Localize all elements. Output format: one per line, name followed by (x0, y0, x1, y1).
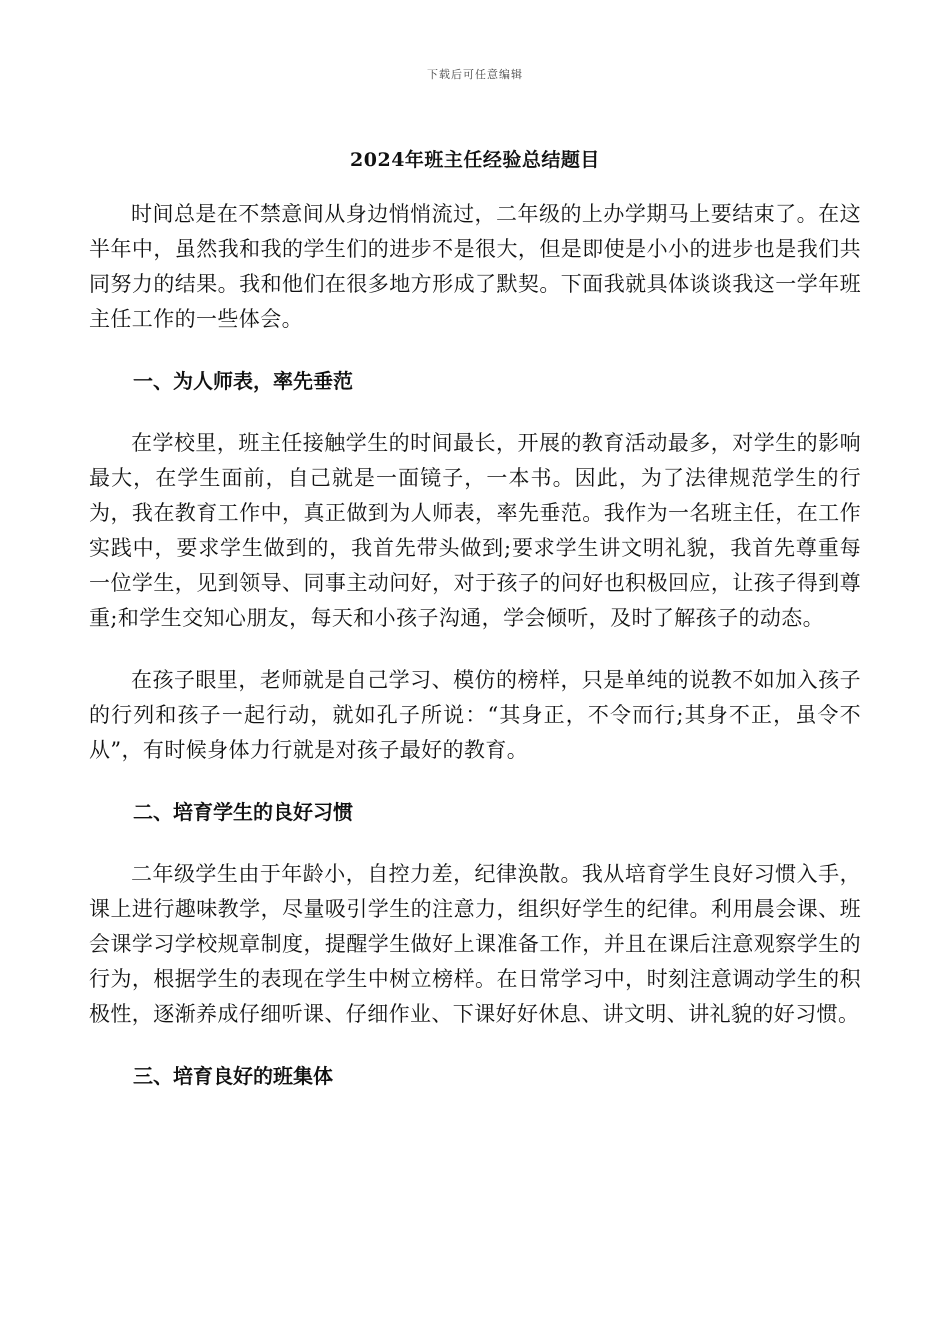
document-title: 2024年班主任经验总结题目 (350, 149, 600, 171)
section-2-paragraph-1: 二年级学生由于年龄小，自控力差，纪律涣散。我从培育学生良好习惯入手，课上进行趣味教学，尽量吸引学生的注意力，组织好学生的纪律。利用晨会课、班会课学习学校规章制度，提醒学生做好上课准备工作，并且在课后注意观察学生的行为，根据学生的表现在学生中树立榜样。在日常学习中，时刻注意调动学生的积极性，逐渐养成仔细听课、仔细作业、下课好好休息、讲文明、讲礼貌的好习惯。 (89, 862, 861, 1026)
section-heading-2: 二、培育学生的良好习惯 (133, 800, 353, 824)
section-1-paragraph-2: 在孩子眼里，老师就是自己学习、模仿的榜样，只是单纯的说教不如加入孩子的行列和孩子一起行动，就如孔子所说：“其身正，不令而行;其身不正，虽令不从”，有时候身体力行就是对孩子最好的教育。 (89, 668, 861, 762)
section-1-paragraph-1: 在学校里，班主任接触学生的时间最长，开展的教育活动最多，对学生的影响最大，在学生面前，自己就是一面镜子，一本书。因此，为了法律规范学生的行为，我在教育工作中，真正做到为人师表，率先垂范。我作为一名班主任，在工作实践中，要求学生做到的，我首先带头做到;要求学生讲文明礼貌，我首先尊重每一位学生，见到领导、同事主动问好，对于孩子的问好也积极回应，让孩子得到尊重;和学生交知心朋友，每天和小孩子沟通，学会倾听，及时了解孩子的动态。 (89, 431, 861, 630)
header-note: 下载后可任意编辑 (427, 68, 523, 81)
intro-paragraph: 时间总是在不禁意间从身边悄悄流过，二年级的上办学期马上要结束了。在这半年中，虽然我和我的学生们的进步不是很大，但是即使是小小的进步也是我们共同努力的结果。我和他们在很多地方形成了默契。下面我就具体谈谈我这一学年班主任工作的一些体会。 (89, 202, 861, 331)
document-body (89, 197, 861, 1094)
section-heading-3: 三、培育良好的班集体 (133, 1064, 333, 1088)
section-heading-1: 一、为人师表，率先垂范 (133, 369, 353, 393)
